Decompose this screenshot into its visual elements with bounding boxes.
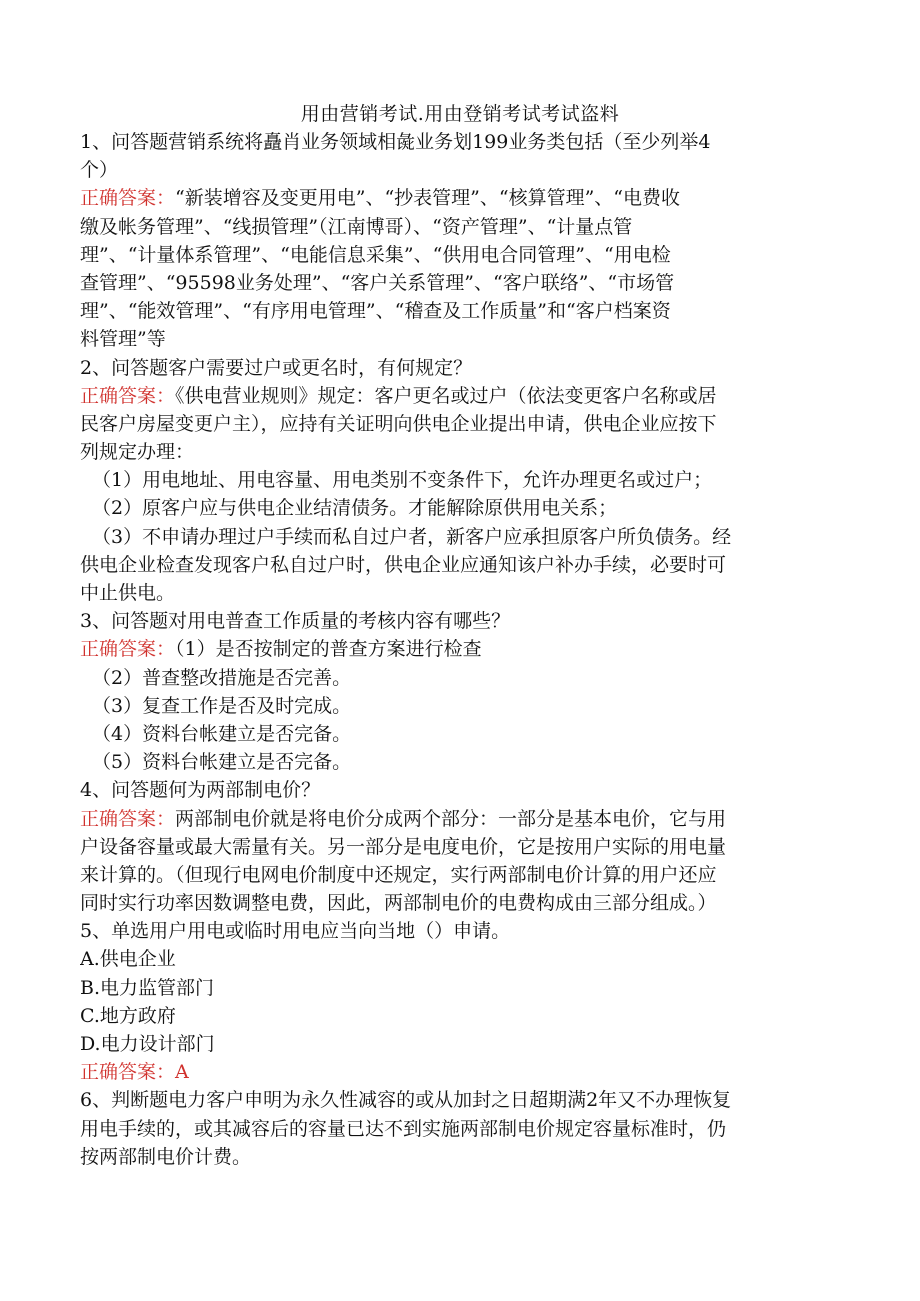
q5-option-b: B.电力监管部门 [80, 976, 215, 999]
q4-answer-line-3: 来计算的。（但现行电网电价制度中还规定，实行两部制电价计算的用户还应 [80, 863, 717, 886]
q2-answer-line-7: 供电企业检查发现客户私自过户时，供电企业应通知该户补办手续，必要时可 [80, 553, 727, 576]
q5-option-c: C.地方政府 [80, 1004, 176, 1027]
q5-option-a: A.供电企业 [80, 948, 176, 971]
page-title: 用由营销考试.用由登销考试考试盗料 [300, 103, 620, 125]
q1-line-1: 1、问答题营销系统将矗肖业务领域相彘业务划199业务类包括（至少列举4 [80, 131, 711, 153]
q1-answer-line-3: 理”、“计量体系管理”、“电能信息采集”、“供用电合同管理”、“用电检 [80, 243, 671, 266]
q3-answer-line-5: （5）资料台帐建立是否完备。 [92, 751, 352, 774]
q1-answer-line-6: 料管理”等 [80, 328, 166, 351]
q6-line-3: 按两部制电价计费。 [80, 1145, 252, 1168]
q1-answer-text: “新装增容及变更用电”、“抄表管理”、“核算管理”、“电费收 [175, 187, 681, 210]
q2-answer-line-1 [80, 382, 840, 410]
q6-line-1: 6、判断题电力客户申明为永久性减容的或从加封之日超期满2年又不办理恢复 [80, 1089, 732, 1112]
q5-answer-line [80, 1058, 840, 1086]
q2-answer-text: 《供电营业规则》规定：客户更名或过户（依法变更客户名称或居 [175, 384, 717, 407]
q2-answer-line-5: （2）原客户应与供电企业结清债务。才能解除原供用电关系； [92, 497, 618, 520]
q2-answer-line-6: （3）不申请办理过户手续而私自过户者，新客户应承担原客户所负债务。经 [92, 525, 732, 548]
answer-label: 正确答案： [80, 384, 176, 407]
q5-question: 5、单选用户用电或临时用电应当向当地（）申请。 [80, 920, 511, 943]
answer-label: 正确答案： [80, 638, 176, 661]
q3-answer-line-1 [80, 635, 840, 663]
q2-answer-line-3: 列规定办理： [80, 441, 195, 464]
q3-answer-line-3: （3）复查工作是否及时完成。 [92, 694, 352, 717]
q2-answer-line-2: 民客户房屋变更户主），应持有关证明向供电企业提出申请，供电企业应按下 [80, 412, 717, 435]
answer-label: 正确答案： [80, 1061, 176, 1084]
q4-answer-line-1 [80, 805, 840, 833]
q5-answer-value: A [175, 1061, 189, 1084]
q5-option-d: D.电力设计部门 [80, 1033, 215, 1055]
q3-question: 3、问答题对用电普查工作质量的考核内容有哪些？ [80, 610, 511, 633]
answer-label: 正确答案： [80, 187, 176, 210]
answer-label: 正确答案： [80, 807, 176, 830]
q3-answer-text: （1）是否按制定的普查方案进行检查 [175, 638, 482, 661]
q4-answer-line-4: 同时实行功率因数调整电费，因此，两部制电价的电费构成由三部分组成。） [80, 892, 717, 915]
q1-answer-line-4: 查管理”、“95598业务处理”、“客户关系管理”、“客户联络”、“市场管 [80, 271, 675, 294]
q6-line-2: 用电手续的，或其减容后的容量已达不到实施两部制电价规定容量标准时，仍 [80, 1117, 727, 1140]
q2-answer-line-8: 中止供电。 [80, 582, 176, 604]
document-body [80, 128, 840, 1171]
q4-answer-text: 两部制电价就是将电价分成两个部分：一部分是基本电价，它与用 [175, 807, 727, 830]
q2-question: 2、问答题客户需要过户或更名时，有何规定？ [80, 356, 473, 379]
q1-line-2: 个） [80, 159, 119, 182]
q2-answer-line-4: （1）用电地址、用电容量、用电类别不变条件下，允许办理更名或过户； [92, 469, 713, 492]
q1-answer-line-2: 缴及帐务管理”、“线损管理”（江南博哥）、“资产管理”、“计量点管 [80, 215, 633, 238]
q4-answer-line-2: 户设备容量或最大需量有关。另一部分是电度电价，它是按用户实际的用电量 [80, 835, 727, 858]
q4-question: 4、问答题何为两部制电价？ [80, 779, 321, 802]
q3-answer-line-2: （2）普查整改措施是否完善。 [92, 666, 352, 689]
q1-answer-line-5: 理”、“能效管理”、“有序用电管理”、“稽查及工作质量”和“客户档案资 [80, 300, 671, 323]
q3-answer-line-4: （4）资料台帐建立是否完备。 [92, 722, 352, 745]
q1-answer-line-1 [80, 184, 840, 212]
